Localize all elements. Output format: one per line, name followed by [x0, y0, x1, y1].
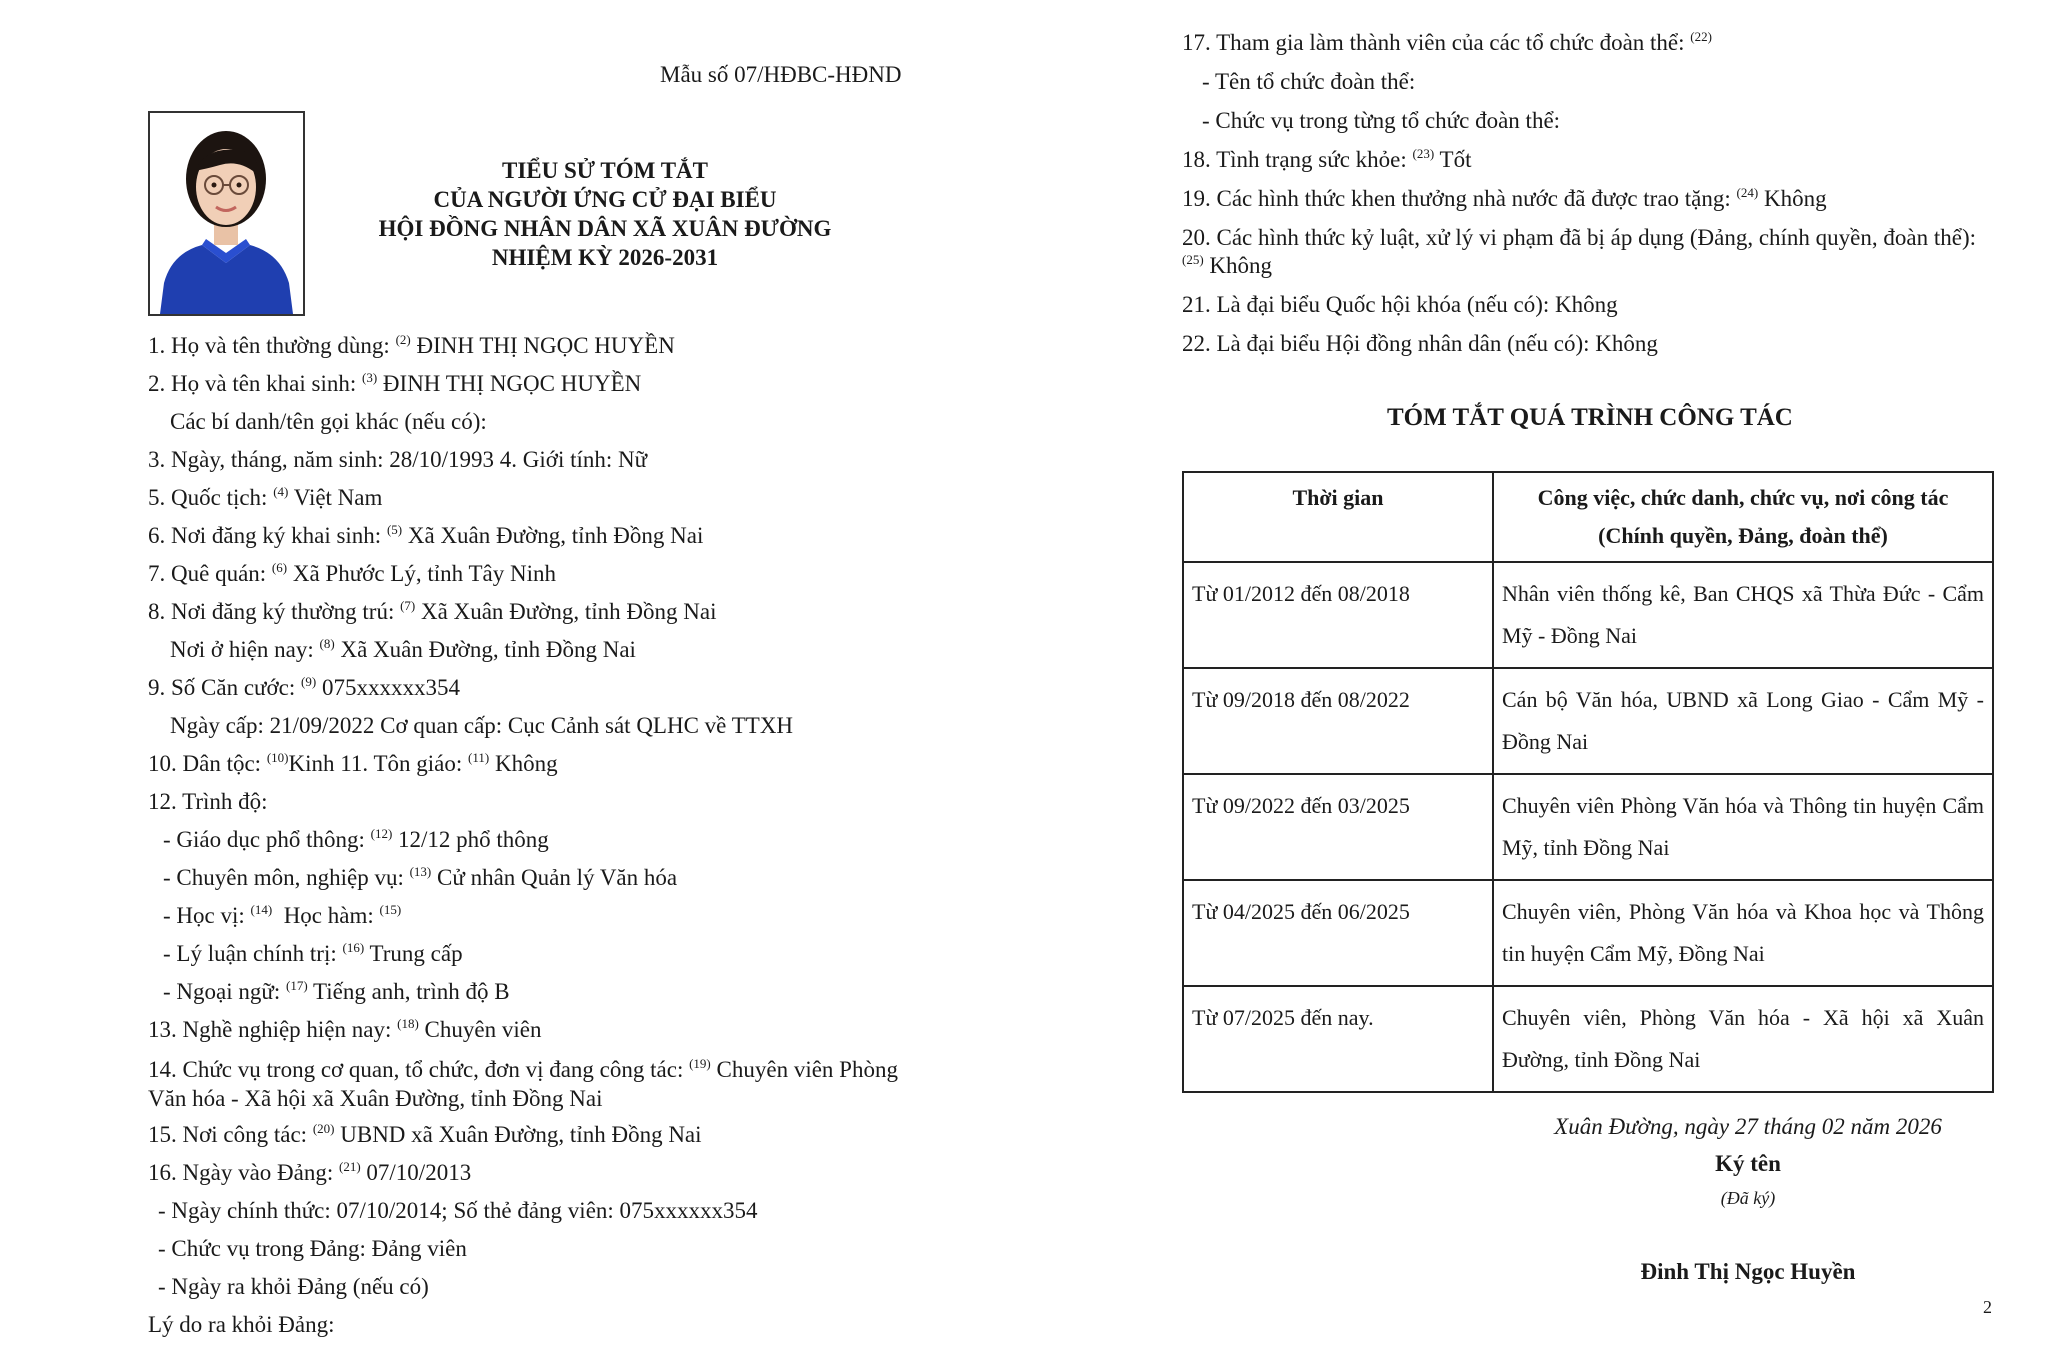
field-education-heading: 12. Trình độ:: [148, 789, 268, 814]
field-party-leave-reason: Lý do ra khỏi Đảng:: [148, 1312, 335, 1337]
field-common-name: 1. Họ và tên thường dùng: $^{(2)}$ ĐINH THỊ NGỌC HUYỀN: [148, 332, 675, 358]
career-table: [1182, 471, 1994, 1093]
row-job: Nhân viên thống kê, Ban CHQS xã Thừa Đức - Cẩm Mỹ - Đồng Nai: [1493, 562, 1993, 668]
portrait-photo: [148, 111, 305, 316]
signer-name: Đinh Thị Ngọc Huyền: [1640, 1259, 1856, 1284]
field-position: 14. Chức vụ trong cơ quan, tổ chức, đơn vị đang công tác: $^{(19)}$ Chuyên viên Phòng Văn hóa - Xã hội xã Xuân Đường, tỉnh Đồng Nai: [148, 1056, 898, 1111]
title-line-4: NHIỆM KỲ 2026-2031: [491, 245, 719, 270]
signature-place-date: Xuân Đường, ngày 27 tháng 02 năm 2026: [1554, 1114, 1942, 1139]
career-section-title: TÓM TẮT QUÁ TRÌNH CÔNG TÁC: [1387, 404, 1793, 431]
field-political-theory: - Lý luận chính trị: $^{(16)}$ Trung cấp: [163, 940, 463, 966]
header-time: Thời gian: [1183, 472, 1493, 562]
signature-label: Ký tên: [1715, 1151, 1781, 1176]
field-nationality: 5. Quốc tịch: $^{(4)}$ Việt Nam: [148, 484, 383, 510]
field-discipline-value: $^{(25)}$ Không: [1182, 252, 1273, 278]
document-title: [320, 156, 890, 272]
field-birth-name: 2. Họ và tên khai sinh: $^{(3)}$ ĐINH THỊ NGỌC HUYỀN: [148, 370, 642, 396]
form-code: Mẫu số 07/HĐBC-HĐND: [660, 62, 902, 87]
field-peoples-council: 22. Là đại biểu Hội đồng nhân dân (nếu có): Không: [1182, 331, 1658, 356]
field-national-assembly: 21. Là đại biểu Quốc hội khóa (nếu có): Không: [1182, 292, 1618, 317]
field-discipline: 20. Các hình thức kỷ luật, xử lý vi phạm đã bị áp dụng (Đảng, chính quyền, đoàn thể):: [1182, 225, 1976, 250]
row-time: Từ 07/2025 đến nay.: [1183, 986, 1493, 1092]
field-hometown: 7. Quê quán: $^{(6)}$ Xã Phước Lý, tỉnh Tây Ninh: [148, 560, 556, 586]
field-organizations: 17. Tham gia làm thành viên của các tổ chức đoàn thể: $^{(22)}$: [1182, 29, 1712, 55]
row-job: Chuyên viên Phòng Văn hóa và Thông tin huyện Cẩm Mỹ, tỉnh Đồng Nai: [1493, 774, 1993, 880]
field-workplace: 15. Nơi công tác: $^{(20)}$ UBND xã Xuân Đường, tỉnh Đồng Nai: [148, 1121, 702, 1147]
field-health: 18. Tình trạng sức khỏe: $^{(23)}$ Tốt: [1182, 146, 1472, 172]
page-number: 2: [1983, 1297, 1992, 1317]
table-row: [1183, 880, 1993, 986]
portrait-image: [150, 113, 303, 314]
field-dob-gender: 3. Ngày, tháng, năm sinh: 28/10/1993 4. Giới tính: Nữ: [148, 447, 648, 472]
table-row: [1183, 562, 1993, 668]
field-occupation: 13. Nghề nghiệp hiện nay: $^{(18)}$ Chuyên viên: [148, 1016, 542, 1042]
field-party-official-date: - Ngày chính thức: 07/10/2014; Số thẻ đảng viên: 075xxxxxx354: [158, 1198, 758, 1223]
field-current-residence: Nơi ở hiện nay: $^{(8)}$ Xã Xuân Đường, tỉnh Đồng Nai: [170, 636, 636, 662]
field-organization-name: - Tên tổ chức đoàn thể:: [1202, 69, 1416, 94]
field-party-leave-date: - Ngày ra khỏi Đảng (nếu có): [158, 1274, 429, 1299]
field-ethnicity-religion: 10. Dân tộc: $^{(10)}$Kinh 11. Tôn giáo: $^{(11)}$ Không: [148, 750, 558, 776]
table-row: [1183, 668, 1993, 774]
table-row: [1183, 986, 1993, 1092]
row-time: Từ 01/2012 đến 08/2018: [1183, 562, 1493, 668]
title-line-2: CỦA NGƯỜI ỨNG CỬ ĐẠI BIỂU: [433, 187, 777, 212]
field-general-education: - Giáo dục phổ thông: $^{(12)}$ 12/12 phổ thông: [163, 826, 549, 852]
field-aliases: Các bí danh/tên gọi khác (nếu có):: [170, 409, 487, 434]
field-id-number: 9. Số Căn cước: $^{(9)}$ 075xxxxxx354: [148, 674, 460, 700]
row-time: Từ 04/2025 đến 06/2025: [1183, 880, 1493, 986]
row-time: Từ 09/2018 đến 08/2022: [1183, 668, 1493, 774]
header-job: Công việc, chức danh, chức vụ, nơi công tác (Chính quyền, Đảng, đoàn thể): [1493, 472, 1993, 562]
row-job: Chuyên viên, Phòng Văn hóa và Khoa học và Thông tin huyện Cẩm Mỹ, Đồng Nai: [1493, 880, 1993, 986]
field-party-join-date: 16. Ngày vào Đảng: $^{(21)}$ 07/10/2013: [148, 1159, 472, 1185]
field-id-issue: Ngày cấp: 21/09/2022 Cơ quan cấp: Cục Cảnh sát QLHC về TTXH: [170, 713, 794, 738]
field-degree-title: - Học vị: $^{(14)}$ Học hàm: $^{(15)}$: [163, 902, 402, 928]
field-specialization: - Chuyên môn, nghiệp vụ: $^{(13)}$ Cử nhân Quản lý Văn hóa: [163, 864, 678, 890]
title-line-1: TIỂU SỬ TÓM TẮT: [502, 158, 708, 183]
field-awards: 19. Các hình thức khen thưởng nhà nước đã được trao tặng: $^{(24)}$ Không: [1182, 185, 1827, 211]
field-birth-registration: 6. Nơi đăng ký khai sinh: $^{(5)}$ Xã Xuân Đường, tỉnh Đồng Nai: [148, 522, 704, 548]
field-permanent-residence: 8. Nơi đăng ký thường trú: $^{(7)}$ Xã Xuân Đường, tỉnh Đồng Nai: [148, 598, 717, 624]
field-foreign-language: - Ngoại ngữ: $^{(17)}$ Tiếng anh, trình độ B: [163, 978, 510, 1004]
field-organization-position: - Chức vụ trong từng tổ chức đoàn thể:: [1202, 108, 1561, 133]
title-line-3: HỘI ĐỒNG NHÂN DÂN XÃ XUÂN ĐƯỜNG: [378, 216, 832, 241]
table-row: [1183, 774, 1993, 880]
row-time: Từ 09/2022 đến 03/2025: [1183, 774, 1493, 880]
row-job: Cán bộ Văn hóa, UBND xã Long Giao - Cẩm Mỹ - Đồng Nai: [1493, 668, 1993, 774]
signature-signed-note: (Đã ký): [1720, 1188, 1776, 1208]
row-job: Chuyên viên, Phòng Văn hóa - Xã hội xã Xuân Đường, tỉnh Đồng Nai: [1493, 986, 1993, 1092]
field-party-position: - Chức vụ trong Đảng: Đảng viên: [158, 1236, 467, 1261]
career-table-header: [1183, 472, 1993, 562]
